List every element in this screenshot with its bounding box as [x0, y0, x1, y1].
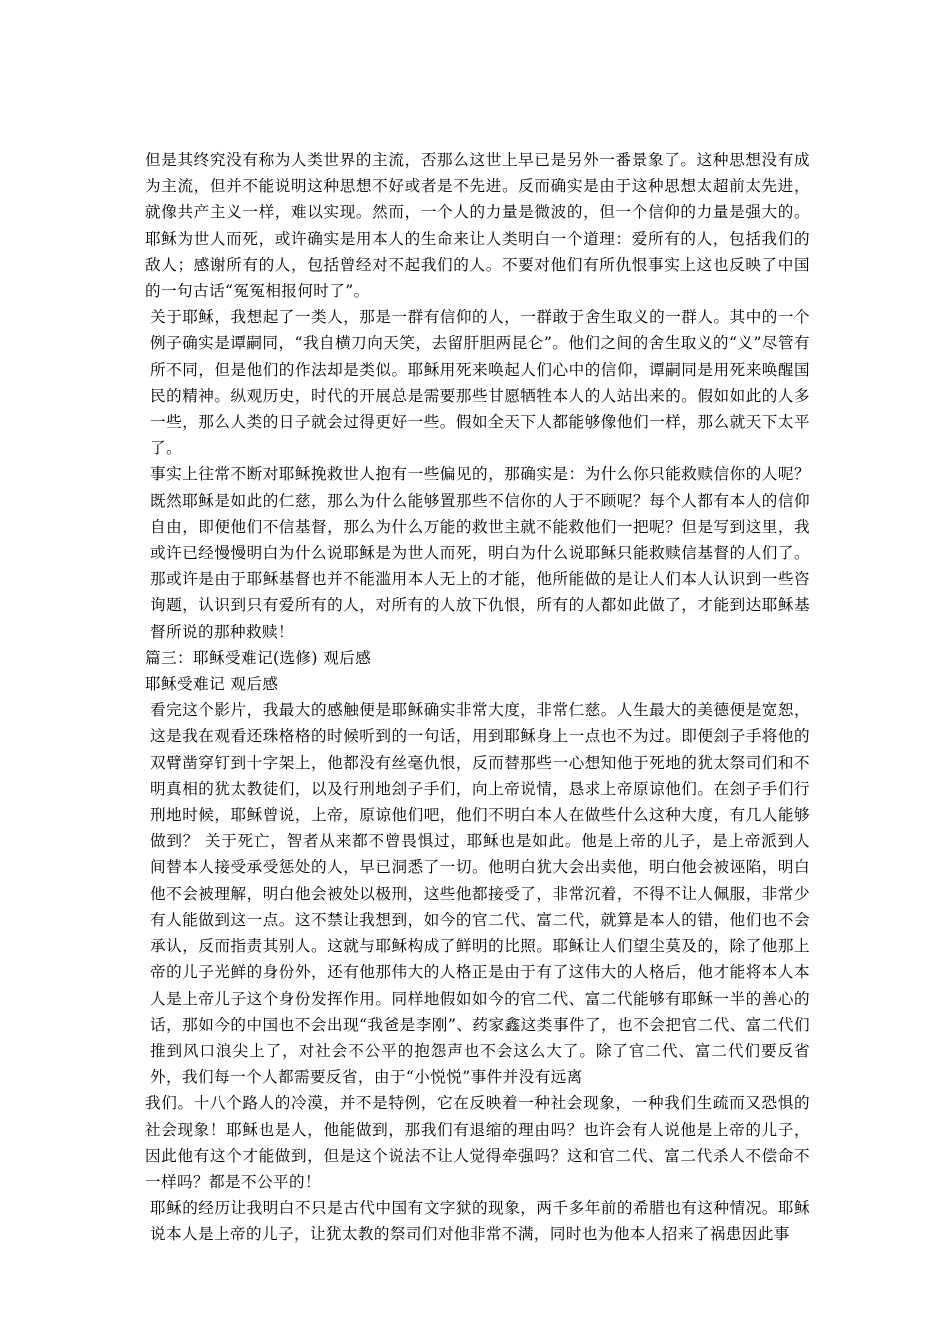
paragraph-3: 事实上往常不断对耶稣挽救世人抱有一些偏见的，那确实是：为什么你只能救赎信你的人呢？既然耶稣是如此的仁慈，那么为什么能够置那些不信你的人于不顾呢？每个人都有本人的信仰自由，即便他们不信基督，那么为什么万能的救世主就不能救他们一把呢？但是写到这里，我或许已经慢慢明白为什么说耶稣是为世人而死，明白为什么说耶稣只能救赎信基督的人们了。那或许是由于耶稣基督也并不能滥用本人无上的才能，他所能做的是让人们本人认识到一些咨询题，认识到只有爱所有的人，对所有的人放下仇恨，所有的人都如此做了，才能到达耶稣基督所说的那种救赎！	[150, 465, 810, 641]
section-heading: 篇三：耶稣受难记(选修) 观后感	[145, 648, 372, 667]
paragraph-1: 但是其终究没有称为人类世界的主流，否那么这世上早已是另外一番景象了。这种思想没有成为主流，但并不能说明这种思想不好或者是不先进。反而确实是由于这种思想太超前太先进，就像共产主义一样，难以实现。然而，一个人的力量是微波的，但一个信仰的力量是强大的。耶稣为世人而死，或许确实是用本人的生命来让人类明白一个道理：爱所有的人，包括我们的敌人；感谢所有的人，包括曾经对不起我们的人。不要对他们有所仇恨事实上这也反映了中国的一句古话“冤冤相报何时了”。	[145, 151, 810, 301]
paragraph-4: 看完这个影片，我最大的感触便是耶稣确实非常大度，非常仁慈。人生最大的美德便是宽恕，这是我在观看还珠格格的时候听到的一句话，用到耶稣身上一点也不为过。即便刽子手将他的双臂凿穿钉到十字架上，他都没有丝毫仇恨，反而替那些一心想知他于死地的犹太祭司们和不明真相的犹太教徒们，以及行刑地刽子手们，向上帝说情，恳求上帝原谅他们。在刽子手们行刑地时候，耶稣曾说，上帝，原谅他们吧，他们不明白本人在做些什么这种大度，有几人能够做到？ 关于死亡，智者从来都不曾畏惧过，耶稣也是如此。他是上帝的儿子，是上帝派到人间替本人接受承受惩处的人，早已洞悉了一切。他明白犹大会出卖他，明白他会被诬陷，明白他不会被理解，明白他会被处以极刑，这些他都接受了，非常沉着，不得不让人佩服，非常少有人能做到这一点。这不禁让我想到，如今的官二代、富二代，就算是本人的错，他们也不会承认，反而指责其别人。这就与耶稣构成了鲜明的比照。耶稣让人们望尘莫及的，除了他那上帝的儿子光鲜的身份外，还有他那伟大的人格正是由于有了这伟大的人格后，他才能将本人本人是上帝儿子这个身份发挥作用。同样地假如如今的官二代、富二代能够有耶稣一半的善心的话，那如今的中国也不会出现“我爸是李刚”、药家鑫这类事件了，也不会把官二代、富二代们推到风口浪尖上了，对社会不公平的抱怨声也不会这么大了。除了官二代、富二代们要反省外，我们每一个人都需要反省，由于“小悦悦”事件并没有远离	[150, 701, 810, 1087]
paragraph-5: 我们。十八个路人的冷漠，并不是特例，它在反映着一种社会现象，一种我们生疏而又恐惧的社会现象！耶稣也是人，他能做到，那我们有退缩的理由吗？也许会有人说他是上帝的儿子，因此他有这个才能做到，但是这个说法不让人觉得牵强吗？这和官二代、富二代杀人不偿命不一样吗？都是不公平的！	[145, 1094, 810, 1191]
document-page	[145, 147, 810, 1248]
paragraph-6: 耶稣的经历让我明白不只是古代中国有文字狱的现象，两千多年前的希腊也有这种情况。耶稣说本人是上帝的儿子，让犹太教的祭司们对他非常不满，同时也为他本人招来了祸患因此事	[150, 1199, 810, 1244]
paragraph-2: 关于耶稣，我想起了一类人，那是一群有信仰的人，一群敢于舍生取义的一群人。其中的一个例子确实是谭嗣同，“我自横刀向天笑，去留肝胆两昆仑”。他们之间的舍生取义的“义”尽管有所不同，但是他们的作法却是类似。耶稣用死来唤起人们心中的信仰，谭嗣同是用死来唤醒国民的精神。纵观历史，时代的开展总是需要那些甘愿牺牲本人的人站出来的。假如如此的人多一些，那么人类的日子就会过得更好一些。假如全天下人都能够像他们一样，那么就天下太平了。	[150, 308, 810, 458]
sub-heading: 耶稣受难记 观后感	[145, 675, 279, 694]
